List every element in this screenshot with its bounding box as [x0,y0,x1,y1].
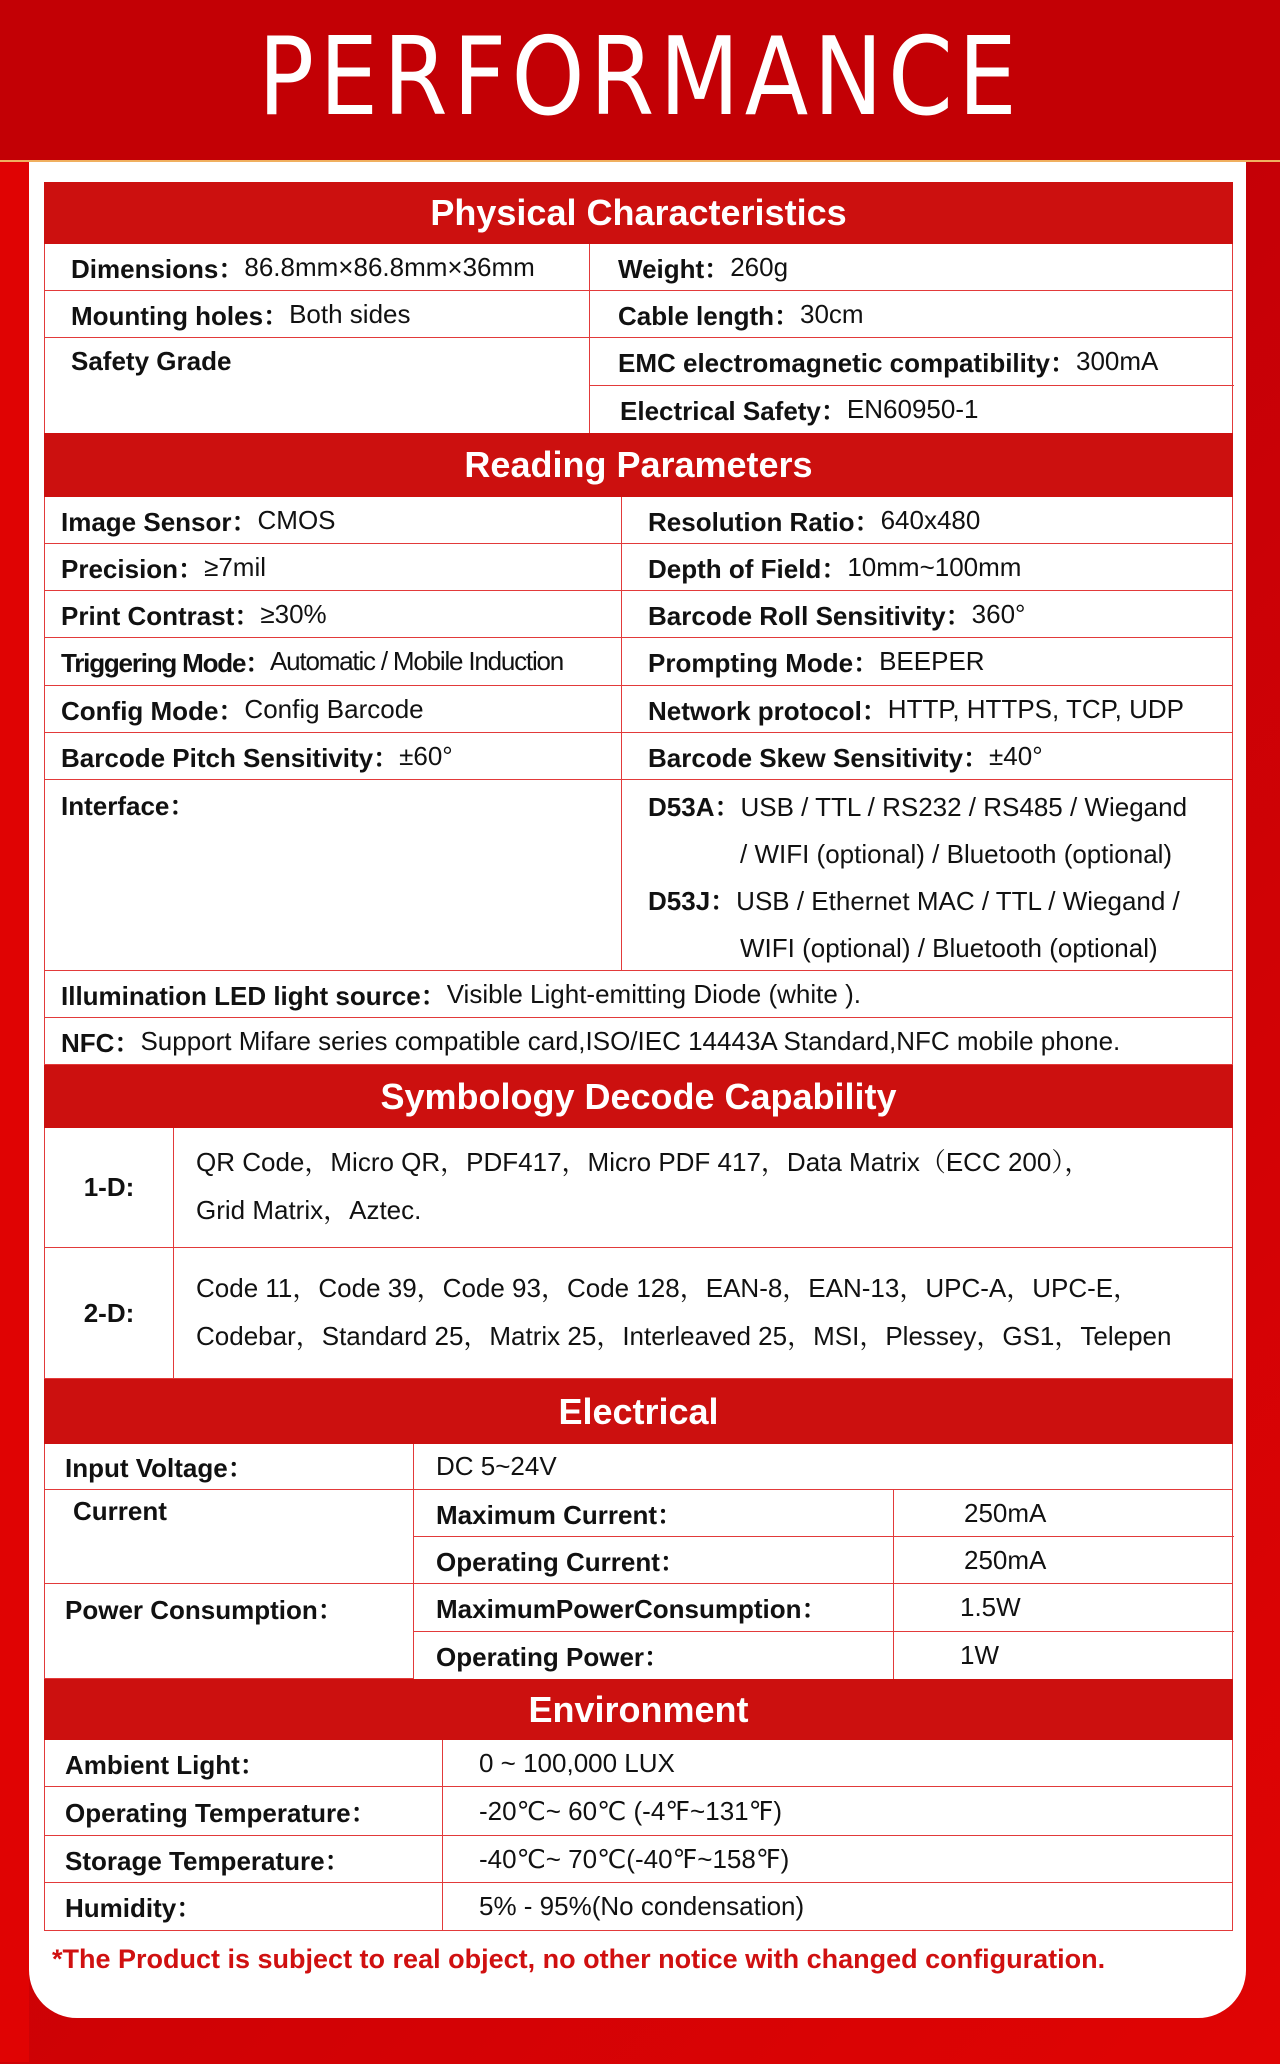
value: DC 5~24V [436,1451,557,1481]
value: 250mA [964,1545,1047,1575]
value: USB / TTL / RS232 / RS485 / Wiegand [740,792,1188,822]
value: 86.8mm×86.8mm×36mm [244,251,535,282]
symbology-line: Codebar，Standard 25，Matrix 25，Interleaved 25，MSI，Plessey，GS1，Telepen [196,1321,1172,1351]
label: D53A： [648,792,741,822]
emc-cell [589,338,1234,386]
left-border-strip [0,162,29,2062]
footnote: *The Product is subject to real object, no other notice with changed configuration. [52,1944,1106,1974]
max-power-value [893,1584,1234,1632]
illumination-cell [45,971,1234,1017]
symbology-values [173,1248,1234,1378]
label: Triggering Mode： [61,648,271,678]
section-header-symbology: Symbology Decode Capability [44,1065,1233,1128]
reading-row [44,733,1233,780]
power-row [44,1584,1233,1679]
nfc-cell [45,1018,1234,1064]
reading-row [44,686,1233,733]
label: Current [73,1496,167,1526]
input-voltage-value [413,1444,1234,1489]
label: Image Sensor： [61,506,258,537]
label: MaximumPowerConsumption： [436,1594,828,1624]
symbology-values [173,1128,1234,1247]
symbology-line: QR Code，Micro QR，PDF417，Micro PDF 417，Data Matrix（ECC 200）， [196,1147,1091,1177]
symbology-line: Grid Matrix，Aztec. [196,1195,422,1225]
interface-value-cell [621,780,1234,970]
label: Precision： [61,553,205,584]
label: Humidity： [65,1893,203,1923]
value: Support Mifare series compatible card,ISO/IEC 14443A Standard,NFC mobile phone. [140,1025,1121,1056]
d53j-line2: WIFI (optional) / Bluetooth (optional) [740,933,1158,963]
reading-left-cell [45,497,621,543]
value: 30cm [800,298,864,329]
input-voltage-row [44,1444,1233,1490]
page-banner [0,0,1280,162]
label: Illumination LED light source： [61,980,447,1011]
symbology-label [45,1128,173,1247]
label: Safety Grade [71,346,232,376]
value: 640x480 [880,504,981,535]
reading-row [44,544,1233,591]
interface-label-cell [45,780,621,970]
section-header-reading: Reading Parameters [44,433,1233,497]
environment-label [45,1740,442,1786]
reading-row [44,591,1233,638]
max-current-value [893,1490,1234,1537]
environment-value [442,1883,1234,1930]
label: Config Mode： [61,695,245,726]
electrical-safety-cell [589,386,1234,433]
value: Visible Light-emitting Diode (white ). [446,978,861,1009]
reading-right-cell [621,497,1234,543]
reading-right-cell [621,591,1234,637]
symbology-row-1d [44,1128,1233,1248]
value: 10mm~100mm [847,551,1022,582]
environment-label [45,1787,442,1835]
label: Operating Power： [436,1642,671,1672]
value: Config Barcode [244,693,424,724]
reading-right-cell [621,686,1234,732]
label: Prompting Mode： [648,648,880,678]
reading-left-cell [45,638,621,685]
label: Maximum Current： [436,1499,684,1530]
environment-label [45,1836,442,1882]
value: 5% - 95%(No condensation) [479,1891,805,1921]
label: Power Consumption： [65,1595,344,1625]
label: Network protocol： [648,695,888,726]
d53j-line1 [648,878,1180,925]
value: 0 ~ 100,000 LUX [479,1747,675,1778]
value: CMOS [257,504,336,535]
environment-label [45,1883,442,1930]
environment-row [44,1787,1233,1836]
safety-grade-cell [45,338,589,433]
symbology-row-2d [44,1248,1233,1379]
d53a-line2: / WIFI (optional) / Bluetooth (optional) [740,839,1173,869]
label: Storage Temperature： [65,1845,351,1876]
table-row [44,291,1233,338]
value: -40℃~ 70℃(-40℉~158℉) [479,1843,790,1874]
op-current-label [413,1537,893,1584]
value: ±40° [989,740,1043,771]
current-label [45,1490,413,1583]
symbology-label [45,1248,173,1378]
reading-left-cell [45,591,621,637]
op-power-label [413,1632,893,1679]
reading-row [44,638,1233,686]
section-header-environment: Environment [44,1679,1233,1740]
reading-right-cell [621,733,1234,779]
label: Cable length： [618,300,801,331]
value: USB / Ethernet MAC / TTL / Wiegand / [736,886,1180,916]
value: ±60° [399,740,453,771]
value: 1W [960,1640,999,1670]
reading-right-cell [621,544,1234,590]
label: Operating Current： [436,1547,686,1577]
op-current-value [893,1537,1234,1584]
current-row [44,1490,1233,1584]
dimensions-cell [45,244,589,290]
weight-cell [589,244,1234,290]
mounting-cell [45,291,589,337]
reading-left-cell [45,544,621,590]
symbology-line: Code 11，Code 39，Code 93，Code 128，EAN-8，EAN-13，UPC-A，UPC-E， [196,1273,1140,1303]
reading-row [44,497,1233,544]
environment-value [442,1740,1234,1786]
reading-left-cell [45,686,621,732]
label: Barcode Pitch Sensitivity： [61,742,400,773]
section-header-electrical: Electrical [44,1379,1233,1444]
label: Operating Temperature： [65,1797,377,1828]
value: ≥30% [260,598,327,629]
label: Weight： [618,253,731,284]
reading-left-cell [45,733,621,779]
illumination-row [44,971,1233,1018]
label: NFC： [61,1027,141,1058]
value: 1.5W [960,1592,1021,1622]
environment-row [44,1740,1233,1787]
label: 1-D: [83,1172,135,1202]
d53a-line1 [648,784,1187,831]
op-power-value [893,1632,1234,1679]
environment-value [442,1836,1234,1882]
table-row [44,244,1233,291]
value: Automatic / Mobile Induction [270,646,564,676]
label: Mounting holes： [71,300,290,331]
label: Print Contrast： [61,600,261,631]
label: Dimensions： [71,253,245,284]
value: 300mA [1075,346,1159,376]
label: Barcode Skew Sensitivity： [648,742,990,773]
value: EN60950-1 [846,394,979,424]
value: Both sides [289,298,411,329]
label: Depth of Field： [648,553,848,584]
interface-row [44,780,1233,971]
power-label [45,1584,413,1679]
label: Input Voltage： [65,1453,254,1483]
environment-value [442,1787,1234,1835]
page-title: PERFORMANCE [258,14,1022,140]
max-power-label [413,1584,893,1632]
value: ≥7mil [204,551,267,582]
value: 260g [730,251,789,282]
reading-right-cell [621,638,1234,685]
label: 2-D: [83,1297,135,1328]
label: Ambient Light： [65,1749,266,1780]
label: Barcode Roll Sensitivity： [648,600,972,631]
value: BEEPER [879,646,985,676]
table-row [44,338,1233,433]
environment-row [44,1836,1233,1883]
value: 360° [971,598,1026,629]
label: D53J： [648,886,737,916]
max-current-label [413,1490,893,1537]
environment-row [44,1883,1233,1931]
section-header-physical: Physical Characteristics [44,182,1233,244]
label: Resolution Ratio： [648,506,881,537]
label: EMC electromagnetic compatibility： [618,348,1076,378]
cable-cell [589,291,1234,337]
nfc-row [44,1018,1233,1065]
label: Interface： [61,791,196,821]
input-voltage-label [45,1444,413,1489]
value: -20℃~ 60℃ (-4℉~131℉) [479,1795,783,1826]
label: Electrical Safety： [620,396,847,426]
value: HTTP, HTTPS, TCP, UDP [887,693,1184,724]
value: 250mA [964,1497,1047,1528]
